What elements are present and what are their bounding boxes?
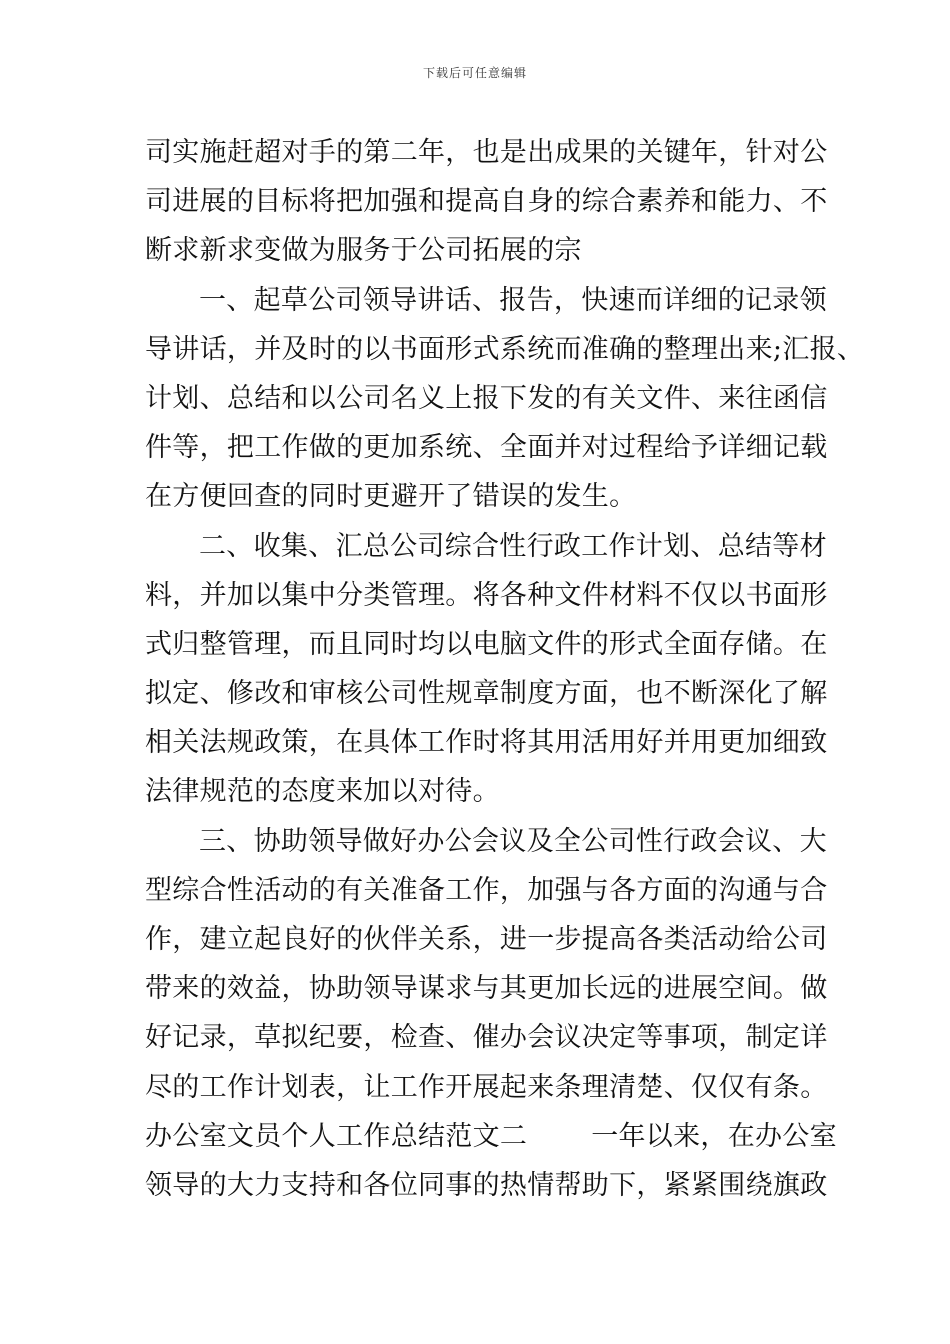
text-line: 料，并加以集中分类管理。将各种文件材料不仅以书面形 bbox=[145, 579, 828, 611]
text-line: 一、起草公司领导讲话、报告，快速而详细的记录领 bbox=[199, 284, 827, 316]
text-line: 断求新求变做为服务于公司拓展的宗 bbox=[145, 235, 582, 267]
text-line: 带来的效益，协助领导谋求与其更加长远的进展空间。做 bbox=[145, 973, 828, 1005]
text-line: 式归整管理，而且同时均以电脑文件的形式全面存储。在 bbox=[145, 628, 828, 660]
page-header bbox=[0, 64, 950, 81]
text-line: 司进展的目标将把加强和提高自身的综合素养和能力、不 bbox=[145, 186, 828, 218]
text-line: 司实施赶超对手的第二年，也是出成果的关键年，针对公 bbox=[145, 137, 828, 168]
paragraph-section-two bbox=[145, 1112, 837, 1210]
text-line: 拟定、修改和审核公司性规章制度方面，也不断深化了解 bbox=[145, 678, 828, 710]
text-line: 二、收集、汇总公司综合性行政工作计划、总结等材 bbox=[199, 530, 827, 562]
text-line: 尽的工作计划表，让工作开展起来条理清楚、仅仅有条。 bbox=[145, 1071, 828, 1103]
paragraph-intro bbox=[145, 128, 828, 276]
header-text: 下载后可任意编辑 bbox=[422, 66, 527, 80]
text-line: 好记录，草拟纪要，检查、催办会议决定等事项，制定详 bbox=[145, 1022, 828, 1054]
text-line: 型综合性活动的有关准备工作，加强与各方面的沟通与合 bbox=[145, 874, 828, 906]
text-line: 三、协助领导做好办公会议及全公司性行政会议、大 bbox=[199, 825, 827, 857]
section-title: 办公室文员个人工作总结范文二 bbox=[145, 1120, 528, 1152]
section-title-line bbox=[145, 1112, 837, 1161]
text-line: 在方便回查的同时更避开了错误的发生。 bbox=[145, 481, 637, 513]
document-body bbox=[145, 128, 865, 1210]
text-line: 领导的大力支持和各位同事的热情帮助下，紧紧围绕旗政 bbox=[145, 1169, 828, 1201]
text-line: 相关法规政策，在具体工作时将其用活用好并用更加细致 bbox=[145, 727, 828, 759]
text-line: 导讲话，并及时的以书面形式系统而准确的整理出来;汇报、 bbox=[145, 333, 865, 365]
paragraph-item-3 bbox=[145, 817, 828, 1112]
text-line: 计划、总结和以公司名义上报下发的有关文件、来往函信 bbox=[145, 382, 828, 414]
section-title-tail: 一年以来，在办公室 bbox=[591, 1120, 837, 1152]
text-line: 作，建立起良好的伙伴关系，进一步提高各类活动给公司 bbox=[145, 924, 828, 955]
paragraph-item-2 bbox=[145, 522, 828, 817]
text-line: 件等，把工作做的更加系统、全面并对过程给予详细记载 bbox=[145, 432, 828, 464]
paragraph-item-1 bbox=[145, 276, 865, 522]
text-line: 法律规范的态度来加以对待。 bbox=[145, 776, 500, 808]
